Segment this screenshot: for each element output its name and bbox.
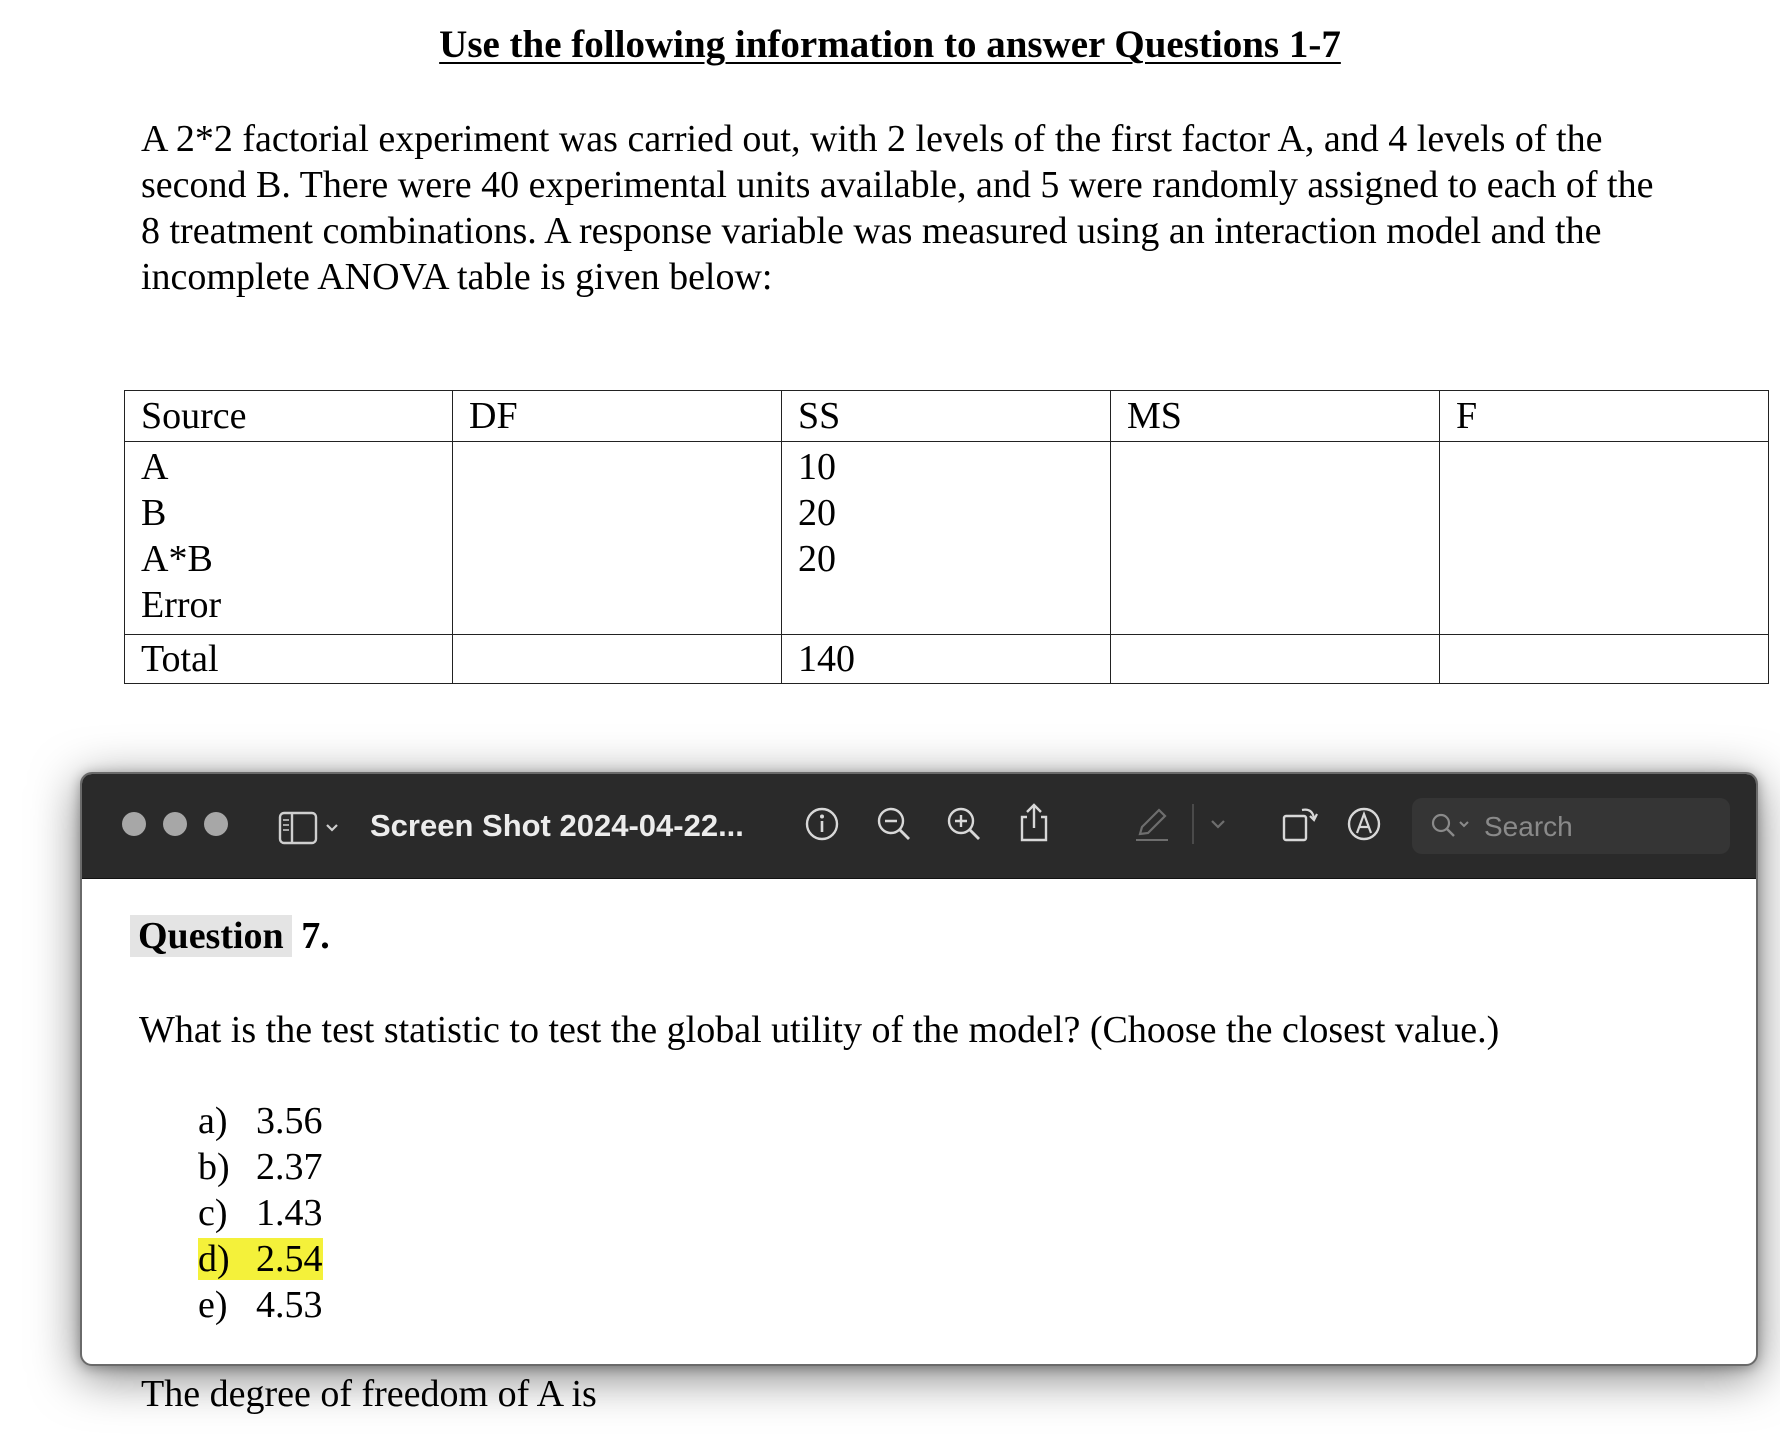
total-df <box>453 635 782 684</box>
question-title <box>130 914 330 958</box>
sidebar-icon <box>278 810 348 846</box>
ss-b: 20 <box>798 492 836 534</box>
header-source: Source <box>125 391 453 442</box>
source-a: A <box>141 446 169 488</box>
share-button[interactable] <box>1014 800 1054 849</box>
close-window-button[interactable] <box>122 812 146 836</box>
option-value: 2.54 <box>256 1238 323 1280</box>
option-letter: e) <box>198 1284 228 1326</box>
rotate-button[interactable] <box>1278 802 1322 851</box>
option-a <box>198 1098 323 1144</box>
annotate-icon <box>1344 804 1384 844</box>
option-letter: b) <box>198 1146 230 1188</box>
search-field[interactable] <box>1412 798 1730 854</box>
total-ms <box>1111 635 1440 684</box>
sidebar-toggle-button[interactable] <box>278 810 348 851</box>
option-value: 1.43 <box>256 1192 323 1234</box>
anova-table <box>124 390 1769 684</box>
question-text: What is the test statistic to test the global utility of the model? (Choose the closest value.) <box>139 1009 1500 1051</box>
ms-column <box>1111 442 1440 635</box>
header-df: DF <box>453 391 782 442</box>
total-ss: 140 <box>782 635 1111 684</box>
total-source: Total <box>125 635 453 684</box>
chevron-down-icon <box>1206 812 1230 836</box>
option-value: 2.37 <box>256 1146 323 1188</box>
zoom-window-button[interactable] <box>204 812 228 836</box>
zoom-in-button[interactable] <box>944 804 984 849</box>
window-titlebar[interactable] <box>82 774 1756 879</box>
header-ss: SS <box>782 391 1111 442</box>
question-number: 7. <box>291 915 330 957</box>
document-heading: Use the following information to answer Questions 1-7 <box>439 23 1341 66</box>
intro-line: A 2*2 factorial experiment was carried out, with 2 levels of the first factor A, and 4 levels of the <box>141 118 1603 160</box>
zoom-in-icon <box>944 804 984 844</box>
preview-window <box>80 772 1758 1366</box>
rotate-icon <box>1278 802 1322 846</box>
header-f: F <box>1440 391 1769 442</box>
markup-menu-button[interactable] <box>1206 812 1230 841</box>
ss-column <box>782 442 1111 635</box>
pen-icon <box>1132 804 1172 844</box>
search-input[interactable]: Search <box>1484 811 1573 842</box>
option-e <box>198 1282 323 1328</box>
anova-header-row <box>125 391 1769 442</box>
option-d <box>198 1236 323 1282</box>
source-error: Error <box>141 584 222 626</box>
option-letter: c) <box>198 1192 228 1234</box>
answer-options <box>198 1098 323 1328</box>
markup-button[interactable] <box>1132 804 1172 849</box>
source-ab: A*B <box>141 538 213 580</box>
intro-line: incomplete ANOVA table is given below: <box>141 256 773 298</box>
source-column <box>125 442 453 635</box>
intro-paragraph <box>141 116 1761 300</box>
anova-total-row <box>125 635 1769 684</box>
document-title[interactable]: Screen Shot 2024-04-22... <box>370 808 744 843</box>
option-value: 4.53 <box>256 1284 323 1326</box>
info-button[interactable] <box>802 804 842 849</box>
option-b <box>198 1144 323 1190</box>
annotate-button[interactable] <box>1344 804 1384 849</box>
minimize-window-button[interactable] <box>163 812 187 836</box>
search-icon <box>1430 812 1476 840</box>
df-column <box>453 442 782 635</box>
option-c <box>198 1190 323 1236</box>
intro-line: 8 treatment combinations. A response variable was measured using an interaction model and the <box>141 210 1602 252</box>
total-f <box>1440 635 1769 684</box>
header-ms: MS <box>1111 391 1440 442</box>
intro-line: second B. There were 40 experimental units available, and 5 were randomly assigned to each of the <box>141 164 1654 206</box>
info-icon <box>802 804 842 844</box>
f-column <box>1440 442 1769 635</box>
ss-error <box>798 582 1094 628</box>
option-letter: a) <box>198 1100 228 1142</box>
question-label: Question <box>130 915 292 957</box>
zoom-out-icon <box>874 804 914 844</box>
ss-a: 10 <box>798 446 836 488</box>
option-letter: d) <box>198 1238 230 1280</box>
share-icon <box>1014 800 1054 844</box>
toolbar-separator <box>1191 800 1195 853</box>
next-question-text: The degree of freedom of A is <box>141 1373 597 1415</box>
zoom-out-button[interactable] <box>874 804 914 849</box>
source-b: B <box>141 492 167 534</box>
anova-body-row <box>125 442 1769 635</box>
highlighted-option <box>198 1238 323 1280</box>
option-value: 3.56 <box>256 1100 323 1142</box>
preview-content <box>82 878 1756 1364</box>
ss-ab: 20 <box>798 538 836 580</box>
